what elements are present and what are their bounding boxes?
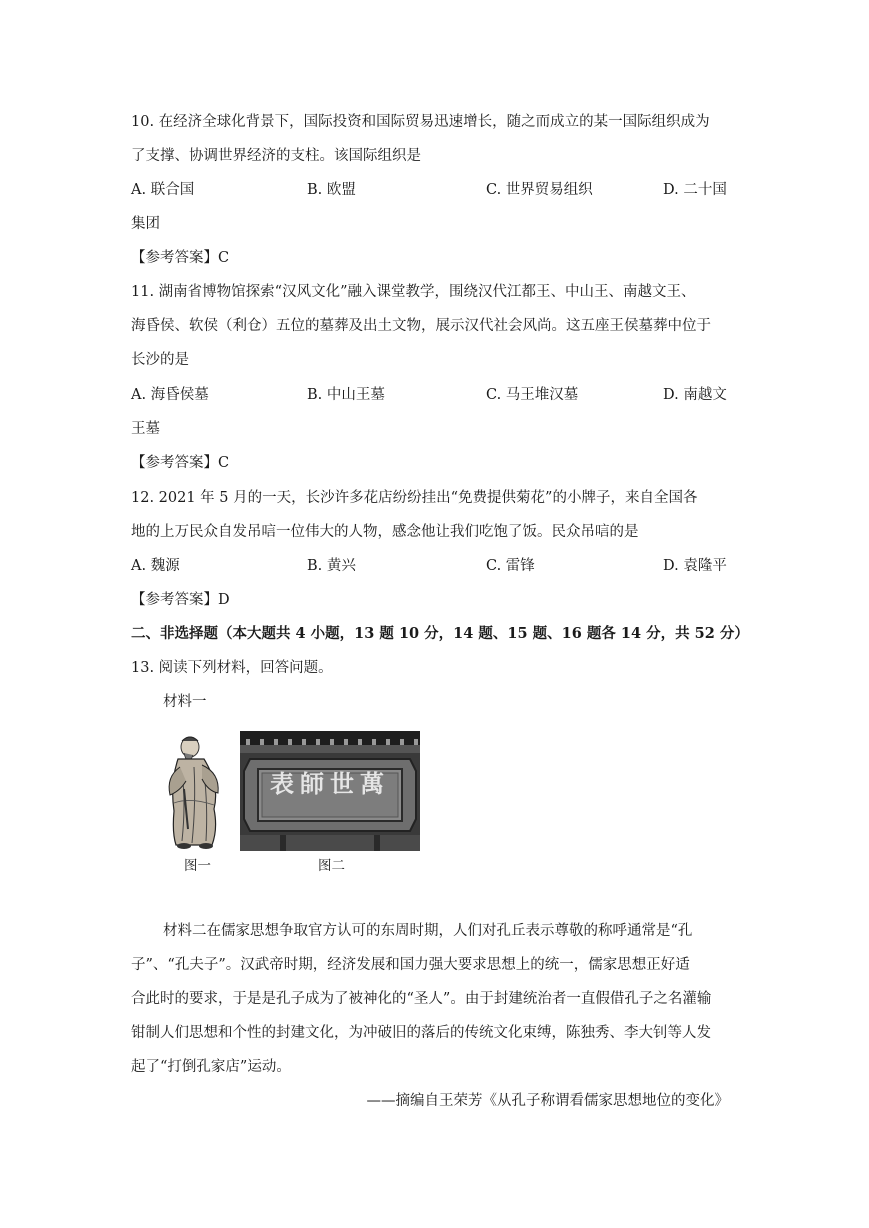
q11-option-d-wrap: 王墓 [131, 421, 160, 437]
q11-option-b: B. 中山王墓 [307, 387, 385, 403]
material1-label: 材料一 [163, 694, 207, 710]
figure2-caption: 图二 [318, 858, 345, 874]
plaque-inscription: 萬世師表 [270, 769, 390, 798]
q12-option-c: C. 雷锋 [486, 558, 535, 574]
material2-attribution: ——摘编自王荣芳《从孔子称谓看儒家思想地位的变化》 [366, 1093, 729, 1109]
material2-line1: 材料二在儒家思想争取官方认可的东周时期，人们对孔丘表示尊敬的称呼通常是“孔 [163, 923, 693, 939]
q12-stem-line2: 地的上万民众自发吊唁一位伟大的人物，感念他让我们吃饱了饭。民众吊唁的是 [131, 524, 639, 540]
q10-stem-line1: 10. 在经济全球化背景下，国际投资和国际贸易迅速增长，随之而成立的某一国际组织成为 [131, 114, 710, 130]
q12-stem-line1: 12. 2021 年 5 月的一天，长沙许多花店纷纷挂出“免费提供菊花”的小牌子，来自全国各 [131, 490, 698, 506]
q11-option-c: C. 马王堆汉墓 [486, 387, 579, 403]
q10-option-d-wrap: 集团 [131, 216, 160, 232]
q10-stem-line2: 了支撑、协调世界经济的支柱。该国际组织是 [131, 148, 421, 164]
q12-option-b: B. 黄兴 [307, 558, 356, 574]
q11-option-d: D. 南越文 [663, 387, 727, 403]
material2-line3: 合此时的要求，于是是孔子成为了被神化的“圣人”。由于封建统治者一直假借孔子之名灌输 [131, 991, 712, 1007]
q10-option-b: B. 欧盟 [307, 182, 356, 198]
q11-answer: 【参考答案】C [131, 455, 230, 471]
q11-stem-line2: 海昏侯、软侯（利仓）五位的墓葬及出土文物，展示汉代社会风尚。这五座王侯墓葬中位于 [131, 318, 711, 334]
section-heading: 二、非选择题（本大题共 4 小题，13 题 10 分，14 题、15 题、16 题各 14 分，共 52 分） [131, 625, 749, 642]
q10-answer: 【参考答案】C [131, 250, 230, 266]
material2-line4: 钳制人们思想和个性的封建文化，为冲破旧的落后的传统文化束缚，陈独秀、李大钊等人发 [131, 1025, 711, 1041]
q12-option-d: D. 袁隆平 [663, 558, 727, 574]
q12-option-a: A. 魏源 [131, 558, 180, 574]
confucius-figure-image [160, 733, 232, 851]
q10-option-a: A. 联合国 [131, 182, 195, 198]
q10-option-d: D. 二十国 [663, 182, 727, 198]
material2-line2: 子”、“孔夫子”。汉武帝时期，经济发展和国力强大要求思想上的统一，儒家思想正好适 [131, 957, 690, 973]
q11-stem-line1: 11. 湖南省博物馆探索“汉风文化”融入课堂教学，围绕汉代江都王、中山王、南越文王、 [131, 284, 696, 300]
q10-option-c: C. 世界贸易组织 [486, 182, 593, 198]
q11-stem-line3: 长沙的是 [131, 352, 189, 368]
material2-line5: 起了“打倒孔家店”运动。 [131, 1059, 291, 1075]
q11-option-a: A. 海昏侯墓 [131, 387, 209, 403]
q12-answer: 【参考答案】D [131, 592, 230, 608]
q13-intro: 13. 阅读下列材料，回答问题。 [131, 660, 333, 676]
figure1-caption: 图一 [184, 858, 211, 874]
